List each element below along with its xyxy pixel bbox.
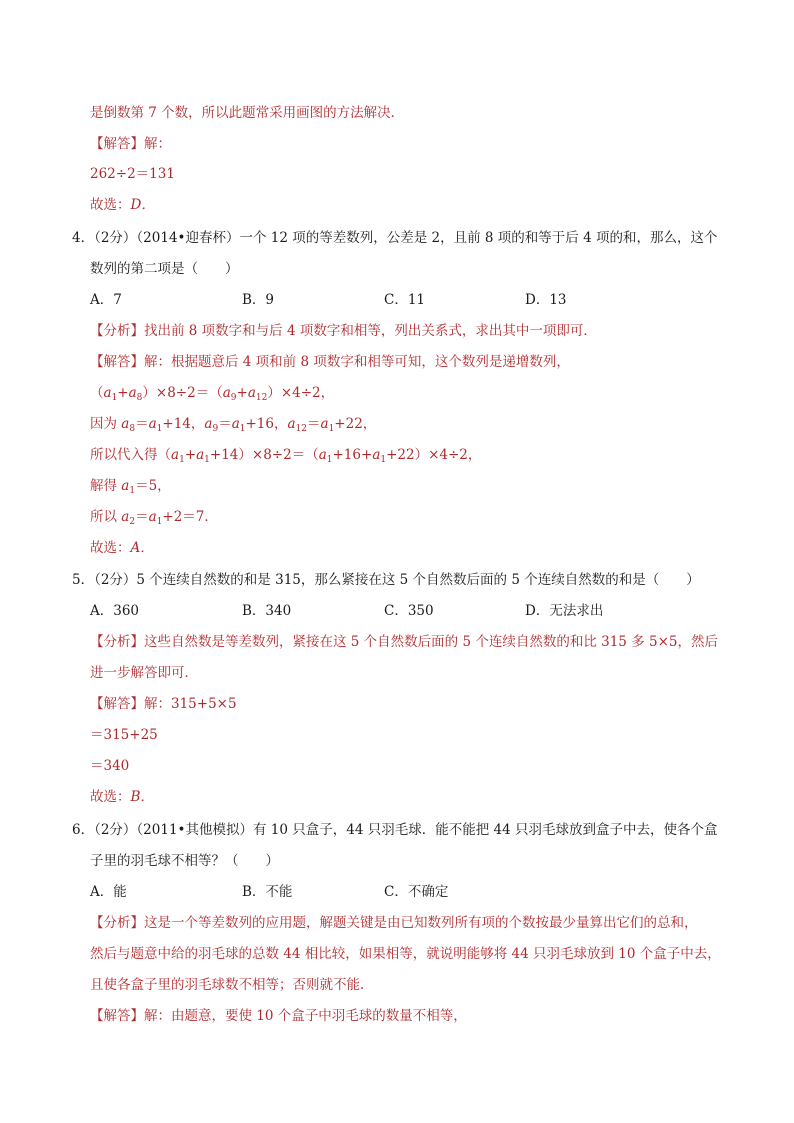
q6-answer [90,1006,467,1026]
q4-equation-1: $(a_1+a_8)\times 8\div 2=(a_9+a_{12})\times 4\div 2$， [90,385,335,403]
q4-stem-line1: 4．（2分）（2014•迎春杯）一个 12 项的等差数列，公差是 2，且前 8 项的和等于后 4 项的和，那么，这个 [72,230,718,246]
q5-answer [90,694,237,714]
q5-option-b: B．340 [242,603,292,619]
q5-analysis-line2: 进一步解答即可． [90,665,198,681]
answer-label: 【解答】解： [90,136,171,152]
q4-equation-2: 因为 $a_8=a_1+14$，$a_9=a_1+16$，$a_{12}=a_1+22$， [90,416,377,434]
q4-stem-line2: 数列的第二项是（ ） [90,261,239,277]
q6-stem-line1: 6．（2分）（2011•其他模拟）有 10 只盒子，44 只羽毛球．能不能把 44 只羽毛球放到盒子中去，使各个盒 [72,822,718,838]
analysis-label: 【分析】 [90,634,144,650]
q4-equation-5: 所以 $a_2=a_1+2=7$． [90,509,218,527]
intro-text: 是倒数第 7 个数，所以此题常采用画图的方法解决． [90,105,405,121]
q4-choose [90,538,154,558]
choose-value: A． [130,540,154,556]
answer-label: 【解答】 [90,354,144,370]
answer-calc: 315+5×5 [171,696,237,712]
q5-analysis-line1 [90,632,718,652]
q5-option-d: D．无法求出 [525,603,604,619]
analysis-label: 【分析】 [90,323,144,339]
choose-value: D． [130,197,155,213]
q6-analysis-line3: 且使各盒子里的羽毛球数不相等；否则就不能． [90,977,374,993]
q4-option-c: C．11 [384,292,426,308]
answer-label: 【解答】 [90,696,144,712]
q6-analysis-line1 [90,913,698,933]
q6-option-b: B．不能 [242,884,293,900]
q4-option-b: B．9 [242,292,275,308]
answer-prefix: 解： [144,696,171,712]
choose-line [90,195,155,215]
q6-option-a: A．能 [90,884,127,900]
q5-option-a: A．360 [90,603,140,619]
analysis-text: 这些自然数是等差数列，紧接在这 5 个自然数后面的 5 个连续自然数的和比 315 多 5×5，然后 [144,634,718,650]
answer-text: 解：由题意，要使 10 个盒子中羽毛球的数量不相等， [144,1008,467,1024]
q4-analysis [90,321,597,341]
analysis-text: 找出前 8 项数字和与后 4 项数字和相等，列出关系式，求出其中一项即可． [144,323,597,339]
analysis-label: 【分析】 [90,915,144,931]
choose-value: B． [130,789,154,805]
q4-option-a: A．7 [90,292,122,308]
answer-text: 解：根据题意后 4 项和前 8 项数字和相等可知，这个数列是递增数列， [144,354,570,370]
q6-stem-line2: 子里的羽毛球不相等？（ ） [90,853,279,869]
answer-calc: 262÷2＝131 [90,166,175,182]
q4-equation-3: 所以代入得$(a_1+a_1+14)\times 8\div 2=(a_1+16+a_1+22)\times 4\div 2$， [90,447,482,465]
q6-option-c: C．不确定 [384,884,449,900]
q6-analysis-line2: 然后与题意中给的羽毛球的总数 44 相比较，如果相等，就说明能够将 44 只羽毛球放到 10 个盒子中去， [90,946,721,962]
q4-equation-4: 解得 $a_1=5$， [90,478,171,496]
q5-choose [90,787,154,807]
choose-prefix: 故选： [90,197,131,213]
q5-calc-2: ＝315+25 [90,727,158,743]
analysis-text: 这是一个等差数列的应用题，解题关键是由已知数列所有项的个数按最少量算出它们的总和， [144,915,698,931]
choose-prefix: 故选： [90,789,131,805]
answer-label: 【解答】 [90,1008,144,1024]
q5-stem-line1: 5．（2分）5 个连续自然数的和是 315，那么紧接在这 5 个自然数后面的 5 个连续自然数的和是（ ） [72,572,700,588]
choose-prefix: 故选： [90,540,131,556]
q5-option-c: C．350 [384,603,434,619]
q5-calc-3: ＝340 [90,758,130,774]
q4-option-d: D．13 [525,292,567,308]
q4-answer [90,352,570,372]
